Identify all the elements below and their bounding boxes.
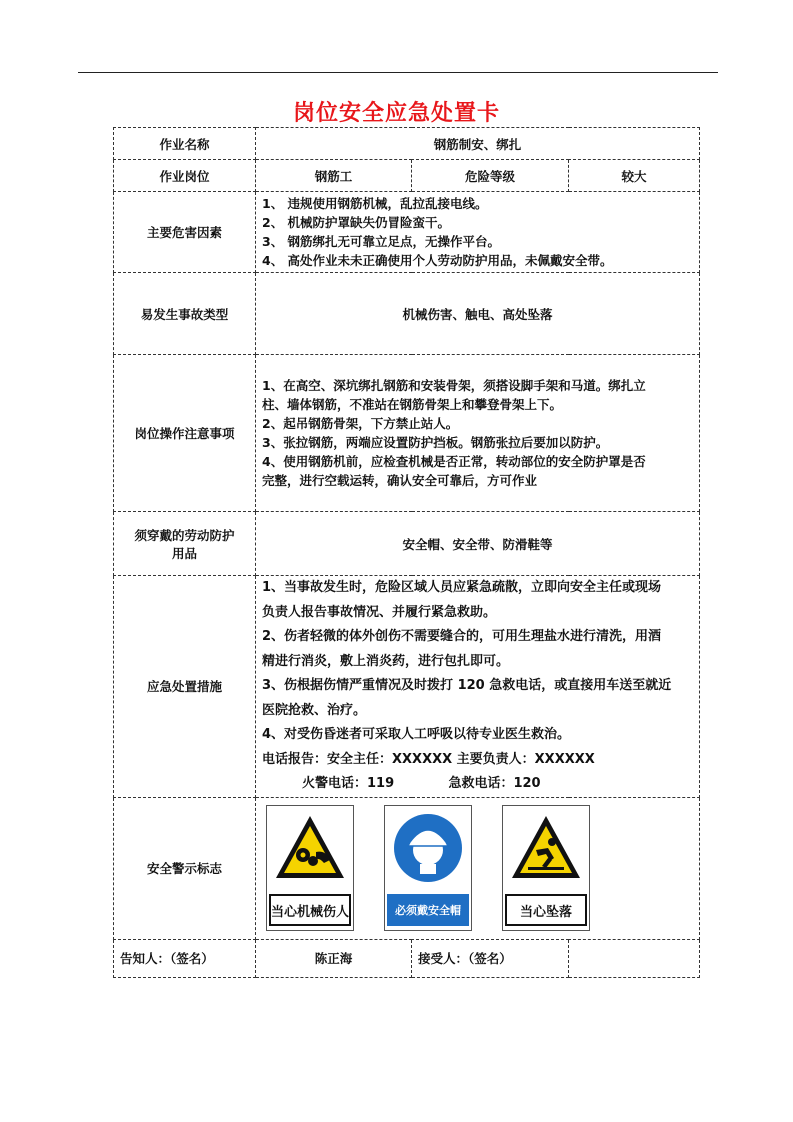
header-rule bbox=[78, 72, 718, 73]
ppe-label-line1: 须穿戴的劳动防护 bbox=[134, 527, 235, 543]
hazards-list bbox=[256, 192, 700, 273]
emergency-card-table bbox=[113, 127, 700, 978]
hazard-item: 2、 机械防护罩缺失仍冒险蛮干。 bbox=[262, 215, 451, 230]
row-warning-signs bbox=[114, 797, 700, 939]
ppe-value: 安全帽、安全带、防滑鞋等 bbox=[256, 512, 700, 576]
note-item: 3、张拉钢筋，两端应设置防护挡板。钢筋张拉后要加以防护。 bbox=[262, 435, 609, 450]
hazard-item: 4、 高处作业未未正确使用个人劳动防护用品，未佩戴安全带。 bbox=[262, 253, 613, 268]
emergency-item: 1、当事故发生时，危险区域人员应紧急疏散，立即向安全主任或现场 bbox=[262, 580, 662, 595]
signs-cell bbox=[256, 797, 700, 939]
sign-caption: 必须戴安全帽 bbox=[387, 894, 469, 926]
page-title: 岗位安全应急处置卡 bbox=[292, 101, 500, 126]
gear-hand-warning-icon bbox=[272, 812, 348, 884]
risk-level-label: 危险等级 bbox=[412, 160, 569, 192]
receiver-label: 接受人：（签名） bbox=[412, 939, 569, 977]
sign-helmet-mandatory bbox=[384, 805, 472, 931]
falling-person-warning-icon bbox=[508, 812, 584, 884]
emergency-list bbox=[256, 576, 700, 798]
note-item: 柱、墙体钢筋，不准站在钢筋骨架上和攀登骨架上下。 bbox=[262, 397, 563, 412]
job-post-label: 作业岗位 bbox=[114, 160, 256, 192]
ppe-label bbox=[114, 512, 256, 576]
ppe-label-line2: 用品 bbox=[171, 545, 197, 561]
note-item: 2、起吊钢筋骨架，下方禁止站人。 bbox=[262, 416, 459, 431]
sign-mechanical-injury bbox=[266, 805, 354, 931]
emergency-item: 负责人报告事故情况、并履行紧急救助。 bbox=[262, 604, 497, 620]
row-job-post bbox=[114, 160, 700, 192]
accident-types-label: 易发生事故类型 bbox=[114, 273, 256, 355]
job-name-label: 作业名称 bbox=[114, 128, 256, 160]
emergency-phones: 火警电话：119 急救电话：120 bbox=[302, 776, 541, 791]
emergency-label: 应急处置措施 bbox=[114, 576, 256, 798]
emergency-item: 2、伤者轻微的体外创伤不需要缝合的，可用生理盐水进行清洗，用酒 bbox=[262, 629, 662, 644]
emergency-item: 4、对受伤昏迷者可采取人工呼吸以待专业医生救治。 bbox=[262, 727, 571, 742]
sign-fall-warning bbox=[502, 805, 590, 931]
note-item: 完整，进行空载运转，确认安全可靠后，方可作业 bbox=[262, 473, 538, 488]
signs-group bbox=[262, 801, 693, 935]
notes-list bbox=[256, 355, 700, 512]
emergency-item: 3、伤根据伤情严重情况及时拨打 120 急救电话，或直接用车送至就近 bbox=[262, 678, 672, 693]
hazards-label: 主要危害因素 bbox=[114, 192, 256, 273]
row-operation-notes bbox=[114, 355, 700, 512]
row-signature bbox=[114, 939, 700, 977]
job-post-value: 钢筋工 bbox=[256, 160, 412, 192]
hazard-item: 3、 钢筋绑扎无可靠立足点，无操作平台。 bbox=[262, 234, 501, 249]
receiver-name bbox=[569, 939, 700, 977]
note-item: 4、使用钢筋机前，应检查机械是否正常，转动部位的安全防护罩是否 bbox=[262, 454, 646, 469]
helmet-mandatory-icon bbox=[390, 810, 466, 886]
sign-caption: 当心机械伤人 bbox=[269, 894, 351, 926]
row-job-name bbox=[114, 128, 700, 160]
row-accident-types bbox=[114, 273, 700, 355]
emergency-item: 精进行消炎，敷上消炎药，进行包扎即可。 bbox=[262, 653, 510, 669]
sign-caption: 当心坠落 bbox=[505, 894, 587, 926]
emergency-contact: 电话报告：安全主任：XXXXXX 主要负责人：XXXXXX bbox=[262, 751, 595, 767]
row-emergency bbox=[114, 576, 700, 798]
notifier-label: 告知人：（签名） bbox=[114, 939, 256, 977]
row-hazards bbox=[114, 192, 700, 273]
signs-label: 安全警示标志 bbox=[114, 797, 256, 939]
hazard-item: 1、 违规使用钢筋机械，乱拉乱接电线。 bbox=[262, 196, 488, 211]
job-name-value: 钢筋制安、绑扎 bbox=[256, 128, 700, 160]
notifier-name: 陈正海 bbox=[256, 939, 412, 977]
notes-label: 岗位操作注意事项 bbox=[114, 355, 256, 512]
row-ppe bbox=[114, 512, 700, 576]
emergency-item: 医院抢救、治疗。 bbox=[262, 702, 367, 718]
note-item: 1、在高空、深坑绑扎钢筋和安装骨架，须搭设脚手架和马道。绑扎立 bbox=[262, 378, 646, 393]
risk-level-value: 较大 bbox=[569, 160, 700, 192]
accident-types-value: 机械伤害、触电、高处坠落 bbox=[256, 273, 700, 355]
